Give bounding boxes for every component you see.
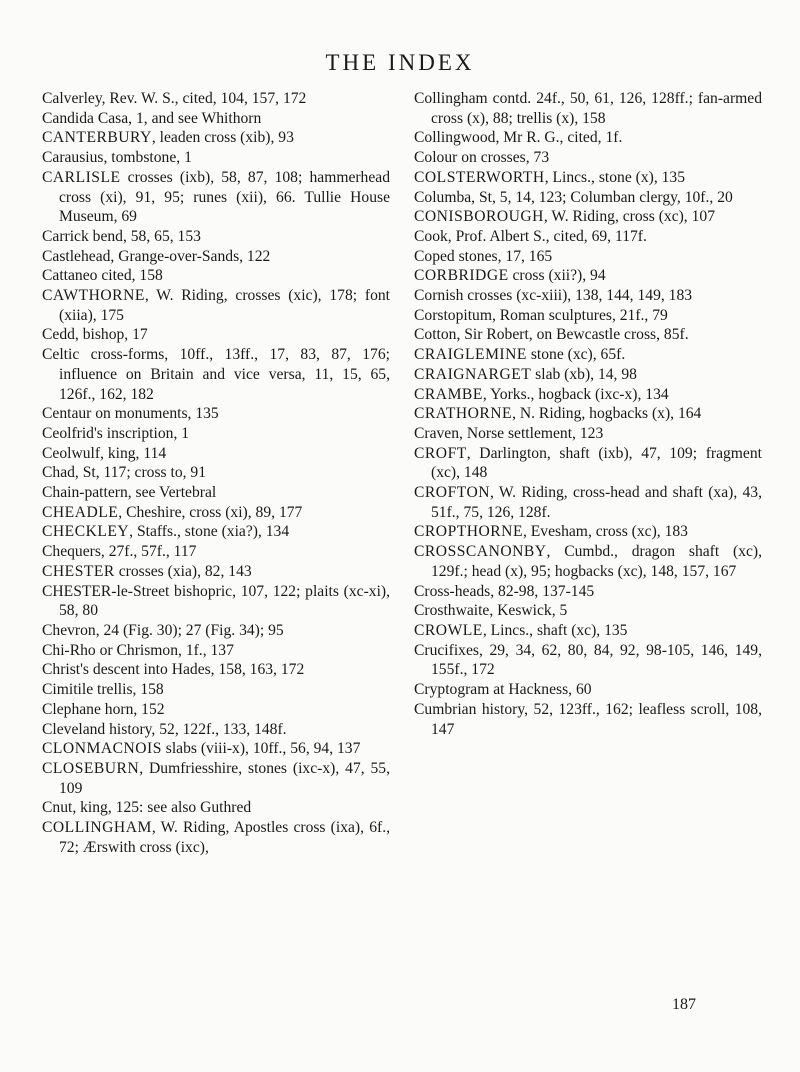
index-entry: Castlehead, Grange-over-Sands, 122 <box>42 247 271 265</box>
index-entry: CROPTHORNE, Evesham, cross (xc), 183 <box>414 523 688 541</box>
index-entry: Calverley, Rev. W. S., cited, 104, 157, 172 <box>42 90 307 107</box>
index-entry: Carrick bend, 58, 65, 153 <box>42 227 201 245</box>
index-entry: CROWLE, Lincs., shaft (xc), 135 <box>414 621 628 639</box>
index-entry: Carausius, tombstone, 1 <box>42 149 192 167</box>
index-entry: Craven, Norse settlement, 123 <box>414 424 604 442</box>
index-entry: CAWTHORNE, W. Riding, crosses (xic), 178; font (xiia), 175 <box>42 287 390 324</box>
index-entry: Chad, St, 117; cross to, 91 <box>42 464 207 482</box>
index-entry: CONISBOROUGH, W. Riding, cross (xc), 107 <box>414 208 715 226</box>
index-entry: CLONMACNOIS slabs (viii-x), 10ff., 56, 94, 137 <box>42 740 361 758</box>
page-number: 187 <box>672 996 696 1013</box>
index-entry: Cross-heads, 82-98, 137-145 <box>414 582 595 600</box>
index-entry: Chain-pattern, see Vertebral <box>42 484 217 502</box>
index-entry: CROFT, Darlington, shaft (ixb), 47, 109; fragment (xc), 148 <box>414 444 762 482</box>
index-entry: CRATHORNE, N. Riding, hogbacks (x), 164 <box>414 405 702 423</box>
index-entry: Colour on crosses, 73 <box>414 149 550 167</box>
index-column-left <box>42 89 390 857</box>
index-entry: CORBRIDGE cross (xii?), 94 <box>414 267 606 285</box>
index-entry: CHECKLEY, Staffs., stone (xia?), 134 <box>42 523 290 541</box>
index-entry: Chequers, 27f., 57f., 117 <box>42 543 197 561</box>
index-entry: Candida Casa, 1, and see Whithorn <box>42 109 262 127</box>
index-entry: Cnut, king, 125: see also Guthred <box>42 799 252 817</box>
index-entry: CROSSCANONBY, Cumbd., dragon shaft (xc), 129f.; head (x), 95; hogbacks (xc), 148, 157, 167 <box>414 543 762 580</box>
index-entry: Cook, Prof. Albert S., cited, 69, 117f. <box>414 227 647 245</box>
index-entry: Crucifixes, 29, 34, 62, 80, 84, 92, 98-105, 146, 149, 155f., 172 <box>414 641 762 679</box>
index-entry: Cryptogram at Hackness, 60 <box>414 681 592 699</box>
index-entry: CLOSEBURN, Dumfriesshire, stones (ixc-x), 47, 55, 109 <box>42 759 390 797</box>
index-entry: CHESTER-le-Street bishopric, 107, 122; plaits (xc-xi), 58, 80 <box>42 582 390 620</box>
index-entry: CANTERBURY, leaden cross (xib), 93 <box>42 129 294 147</box>
index-entry: Cattaneo cited, 158 <box>42 267 163 285</box>
index-entry: Ceolwulf, king, 114 <box>42 444 167 462</box>
index-entry: COLLINGHAM, W. Riding, Apostles cross (ixa), 6f., 72; Ærswith cross (ixc), <box>42 819 390 856</box>
index-entry: Ceolfrid's inscription, 1 <box>42 424 190 442</box>
index-entry: Columba, St, 5, 14, 123; Columban clergy, 10f., 20 <box>414 188 733 206</box>
index-entry: CROFTON, W. Riding, cross-head and shaft (xa), 43, 51f., 75, 126, 128f. <box>414 484 762 521</box>
index-entry: Corstopitum, Roman sculptures, 21f., 79 <box>414 306 668 324</box>
index-entry: Christ's descent into Hades, 158, 163, 172 <box>42 661 305 679</box>
index-entry: Cedd, bishop, 17 <box>42 326 148 344</box>
index-entry: Chevron, 24 (Fig. 30); 27 (Fig. 34); 95 <box>42 621 284 639</box>
index-entry: Cumbrian history, 52, 123ff., 162; leafless scroll, 108, 147 <box>414 700 762 738</box>
index-entry: CRAMBE, Yorks., hogback (ixc-x), 134 <box>414 385 669 403</box>
index-entry: Cimitile trellis, 158 <box>42 681 164 699</box>
index-entry: Chi-Rho or Chrismon, 1f., 137 <box>42 641 234 659</box>
index-entry: Coped stones, 17, 165 <box>414 247 553 265</box>
index-entry: CHESTER crosses (xia), 82, 143 <box>42 562 252 580</box>
index-entry: Cornish crosses (xc-xiii), 138, 144, 149, 183 <box>414 287 693 305</box>
index-entry: Crosthwaite, Keswick, 5 <box>414 602 568 620</box>
index-entry: Celtic cross-forms, 10ff., 13ff., 17, 83, 87, 176; influence on Britain and vice versa, 11, 15, 65, 126f., 162, 182 <box>42 346 390 403</box>
index-entry: Collingwood, Mr R. G., cited, 1f. <box>414 129 623 147</box>
index-entry: CARLISLE crosses (ixb), 58, 87, 108; hammerhead cross (xi), 91, 95; runes (xii), 66. Tullie House Museum, 69 <box>42 168 390 226</box>
index-entry: Clephane horn, 152 <box>42 700 165 718</box>
index-entry: Cleveland history, 52, 122f., 133, 148f. <box>42 720 287 738</box>
index-entry: CRAIGNARGET slab (xb), 14, 98 <box>414 365 637 383</box>
index-entry: Centaur on monuments, 135 <box>42 405 219 423</box>
index-entry: CHEADLE, Cheshire, cross (xi), 89, 177 <box>42 503 303 521</box>
index-column-right <box>414 89 762 739</box>
index-entry: Collingham contd. 24f., 50, 61, 126, 128ff.; fan-armed cross (x), 88; trellis (x), 158 <box>414 90 762 127</box>
index-entry: COLSTERWORTH, Lincs., stone (x), 135 <box>414 168 686 186</box>
index-entry: CRAIGLEMINE stone (xc), 65f. <box>414 346 626 364</box>
page-title: THE INDEX <box>325 50 475 75</box>
index-entry: Cotton, Sir Robert, on Bewcastle cross, 85f. <box>414 326 689 344</box>
